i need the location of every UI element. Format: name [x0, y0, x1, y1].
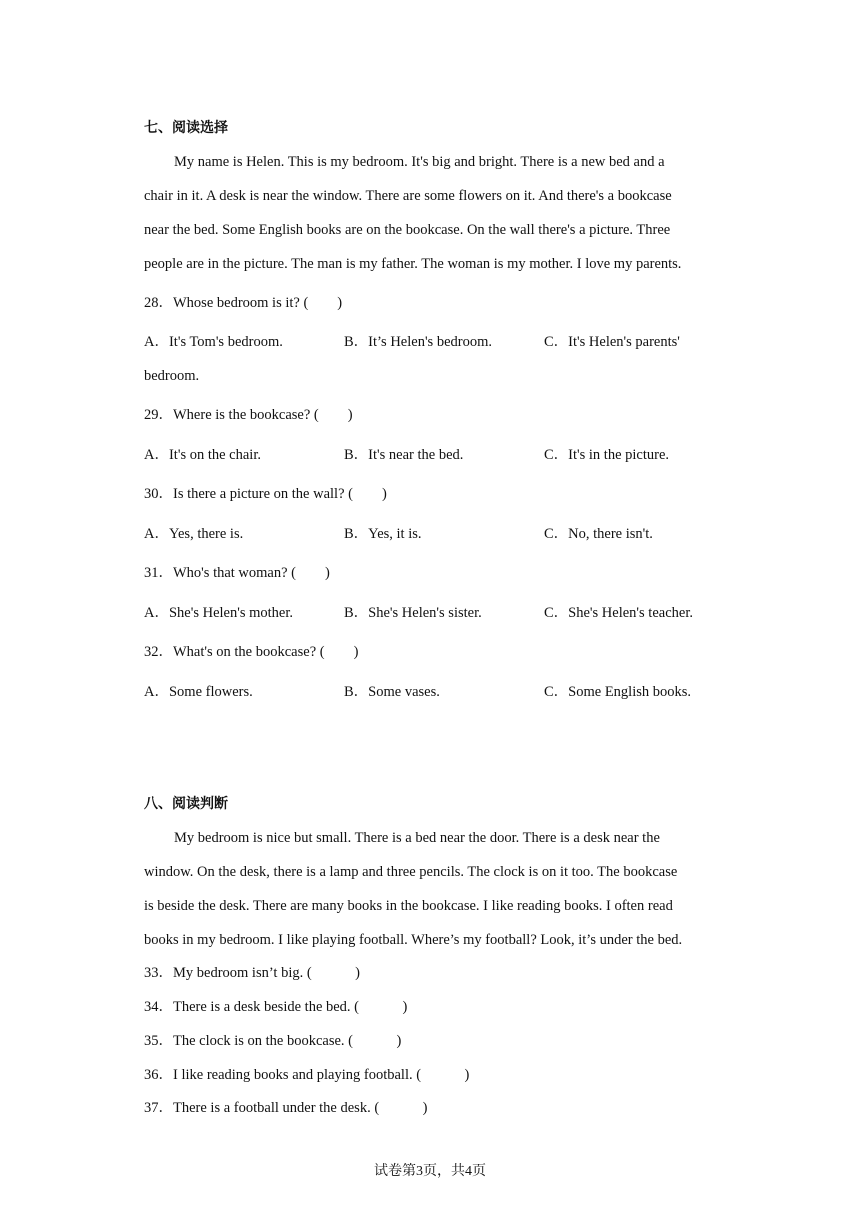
q28-option-a: A．It's Tom's bedroom.	[144, 334, 283, 350]
passage1-line: people are in the picture. The man is my father. The woman is my mother. I love my parents.	[144, 256, 682, 272]
section7-heading: 七、阅读选择	[144, 120, 228, 136]
statement-36: 36．I like reading books and playing football. ( )	[144, 1067, 470, 1083]
q28-option-c: C．It's Helen's parents'	[544, 334, 680, 350]
question-31: 31．Who's that woman? ( )	[144, 565, 330, 581]
passage2-line: books in my bedroom. I like playing football. Where’s my football? Look, it’s under the bed.	[144, 932, 683, 948]
q32-option-a: A．Some flowers.	[144, 684, 253, 700]
q28-option-c-continued: bedroom.	[144, 368, 200, 384]
q29-option-a: A．It's on the chair.	[144, 447, 261, 463]
statement-37: 37．There is a football under the desk. ( )	[144, 1100, 428, 1116]
passage1-line: chair in it. A desk is near the window. There are some flowers on it. And there's a bookcase	[144, 188, 672, 204]
q31-option-b: B．She's Helen's sister.	[344, 605, 482, 621]
q31-option-c: C．She's Helen's teacher.	[544, 605, 693, 621]
q30-option-a: A．Yes, there is.	[144, 526, 244, 542]
q32-option-b: B．Some vases.	[344, 684, 440, 700]
passage1-line: My name is Helen. This is my bedroom. It's big and bright. There is a new bed and a	[174, 154, 665, 170]
question-28: 28．Whose bedroom is it? ( )	[144, 295, 343, 311]
q30-option-c: C．No, there isn't.	[544, 526, 653, 542]
page-footer: 试卷第3页，共4页	[374, 1164, 486, 1179]
statement-34: 34．There is a desk beside the bed. ( )	[144, 999, 408, 1015]
passage2-line: window. On the desk, there is a lamp and three pencils. The clock is on it too. The bookcase	[144, 864, 678, 880]
q29-option-b: B．It's near the bed.	[344, 447, 464, 463]
q29-option-c: C．It's in the picture.	[544, 447, 670, 463]
q30-option-b: B．Yes, it is.	[344, 526, 422, 542]
passage1-line: near the bed. Some English books are on the bookcase. On the wall there's a picture. Three	[144, 222, 671, 238]
question-29: 29．Where is the bookcase? ( )	[144, 407, 353, 423]
statement-33: 33．My bedroom isn’t big. ( )	[144, 965, 361, 981]
passage2-line: My bedroom is nice but small. There is a bed near the door. There is a desk near the	[174, 830, 660, 846]
q32-option-c: C．Some English books.	[544, 684, 692, 700]
passage2-line: is beside the desk. There are many books in the bookcase. I like reading books. I often read	[144, 898, 673, 914]
section8-heading: 八、阅读判断	[144, 796, 228, 812]
q31-option-a: A．She's Helen's mother.	[144, 605, 294, 621]
q28-option-b: B．It’s Helen's bedroom.	[344, 334, 492, 350]
statement-35: 35．The clock is on the bookcase. ( )	[144, 1033, 402, 1049]
question-30: 30．Is there a picture on the wall? ( )	[144, 486, 387, 502]
question-32: 32．What's on the bookcase? ( )	[144, 644, 359, 660]
